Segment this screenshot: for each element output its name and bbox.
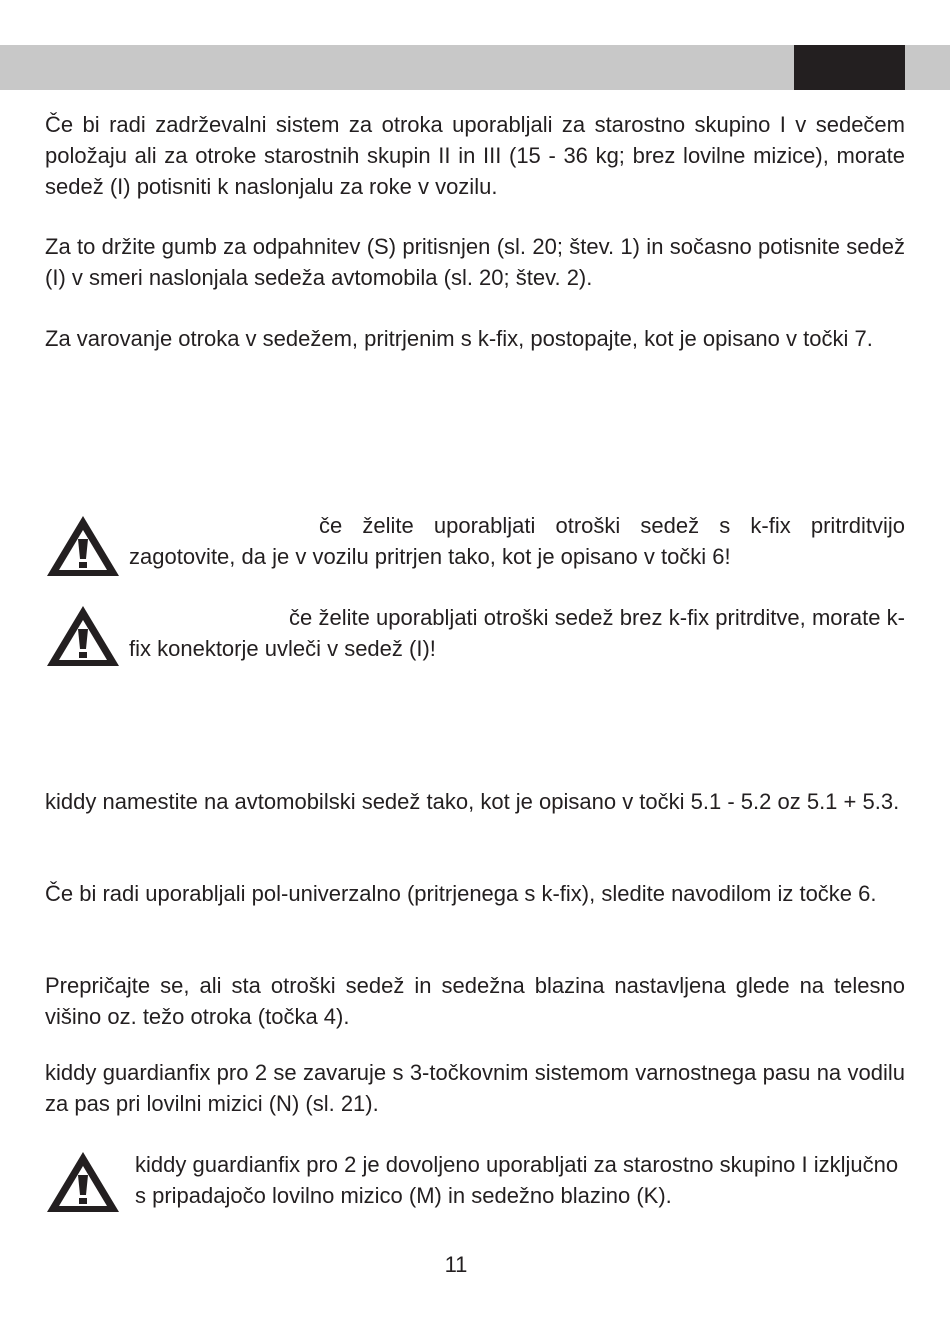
paragraph-belt-routing: kiddy guardianfix pro 2 se zavaruje s 3-točkovnim sistemom varnostnega pasu na vodilu za pas pri lovilni mizici (N) (sl. 21). — [45, 1060, 905, 1116]
warning-text-kfix-retract: če želite uporabljati otroški sedež brez k-fix pritrditve, morate k-fix konektorje uvleči v sedež (I)! — [129, 605, 905, 661]
header-block — [794, 45, 905, 90]
paragraph-semi-universal: Če bi radi uporabljali pol-univerzalno (pritrjenega s k-fix), sledite navodilom iz točke 6. — [45, 881, 877, 906]
warning-text-impact-shield: kiddy guardianfix pro 2 je dovoljeno uporabljati za starostno skupino I izključno s pripadajočo lovilno mizico (M) in sedežno blazino (K). — [135, 1152, 899, 1208]
paragraph-seat-position: Če bi radi zadrževalni sistem za otroka uporabljali za starostno skupino I v sedečem položaju ali za otroke starostnih skupin II in III (15 - 36 kg; brez lovilne mizice), morate sedež (I) potisniti k naslonjalu za roke v vozilu. — [45, 112, 905, 199]
warning-triangle-icon — [45, 514, 121, 578]
paragraph-release-button: Za to držite gumb za odpahnitev (S) pritisnjen (sl. 20; štev. 1) in sočasno potisnite sedež (I) v smeri naslonjala sedeža avtomobila (sl. 20; štev. 2). — [45, 234, 905, 290]
warning-triangle-icon — [45, 1150, 121, 1214]
paragraph-install-seat: kiddy namestite na avtomobilski sedež tako, kot je opisano v točki 5.1 - 5.2 oz 5.1 + 5.3. — [45, 789, 900, 814]
warning-triangle-icon — [45, 604, 121, 668]
page-number: 11 — [444, 1252, 468, 1277]
paragraph-kfix-securing: Za varovanje otroka v sedežem, pritrjenim s k-fix, postopajte, kot je opisano v točki 7. — [45, 326, 873, 351]
paragraph-adjust-height: Prepričajte se, ali sta otroški sedež in sedežna blazina nastavljena glede na telesno višino oz. težo otroka (točka 4). — [45, 973, 905, 1029]
warning-text-kfix-attached: če želite uporabljati otroški sedež s k-fix pritrditvijo zagotovite, da je v vozilu pritrjen tako, kot je opisano v točki 6! — [129, 513, 905, 569]
